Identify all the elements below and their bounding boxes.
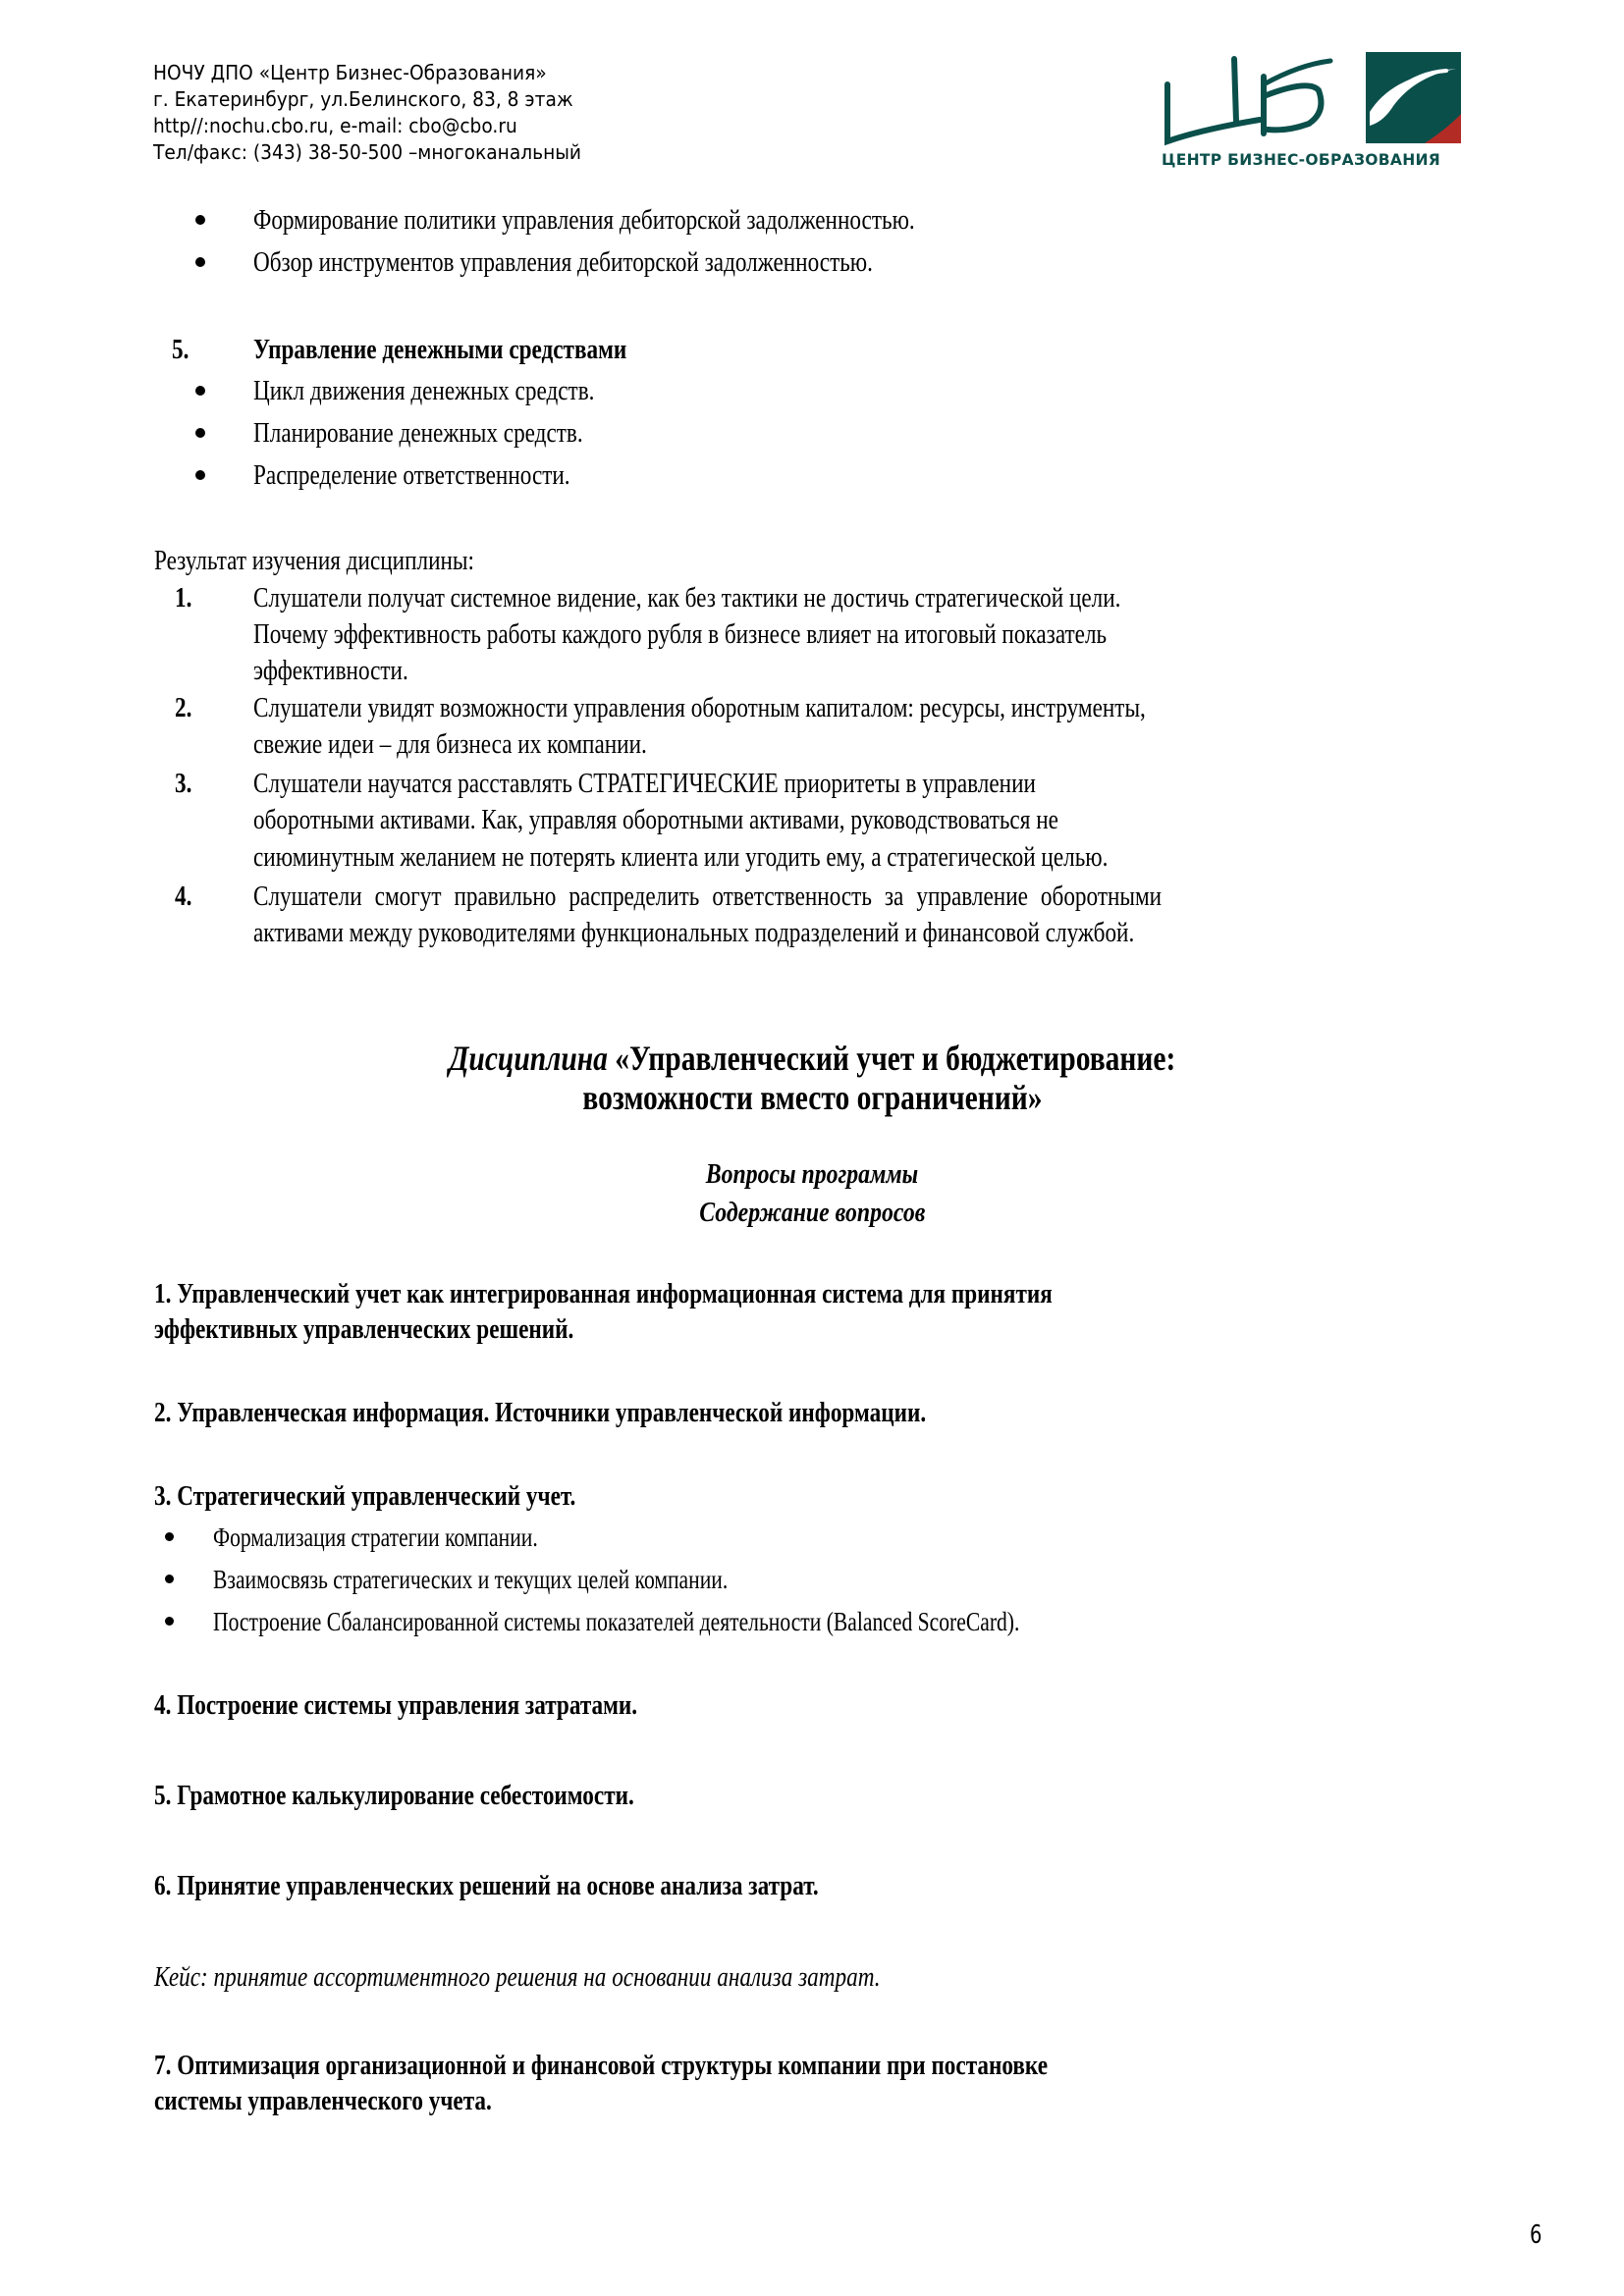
question-item: 1. Управленческий учет как интегрированная информационная система для принятия [154,1278,1053,1309]
discipline-prefix: Дисциплина [448,1039,608,1078]
list-item: Цикл движения денежных средств. [253,375,595,406]
result-line: Почему эффективность работы каждого рубля в бизнесе влияет на итоговый показатель [253,618,1108,650]
result-line: Слушатели научатся расставлять СТРАТЕГИЧЕСКИЕ приоритеты в управлении [253,768,1036,799]
result-line: сиюминутным желанием не потерять клиента или угодить ему, а стратегической целью. [253,841,1109,873]
org-name: НОЧУ ДПО «Центр Бизнес-Образования» [153,61,547,84]
section-title: Управление денежными средствами [253,334,627,365]
question-item: 7. Оптимизация организационной и финансовой структуры компании при постановке [154,2050,1048,2081]
result-number: 3. [175,768,192,799]
discipline-title-line1: «Управленческий учет и бюджетирование: [614,1039,1176,1078]
list-item: Распределение ответственности. [253,459,570,491]
question-item: системы управленческого учета. [154,2085,492,2116]
case-note: Кейс: принятие ассортиментного решения на основании анализа затрат. [154,1961,881,1993]
question-item: 3. Стратегический управленческий учет. [154,1480,576,1512]
result-number: 4. [175,881,192,912]
result-number: 1. [175,582,192,614]
bullet-icon [165,1575,174,1583]
list-item: Взаимосвязь стратегических и текущих целей компании. [213,1565,729,1594]
phone: Тел/факс: (343) 38-50-500 –многоканальный [153,140,582,164]
question-item: эффективных управленческих решений. [154,1313,574,1345]
bullet-icon [195,470,205,480]
logo-caption: ЦЕНТР БИЗНЕС-ОБРАЗОВАНИЯ [1162,150,1441,169]
bullet-icon [195,257,205,267]
question-item: 4. Построение системы управления затратами. [154,1689,638,1721]
question-item: 6. Принятие управленческих решений на основе анализа затрат. [154,1870,819,1901]
list-item: Обзор инструментов управления дебиторской задолженностью. [253,246,873,278]
list-item: Построение Сбалансированной системы показателей деятельности (Balanced ScoreCard). [213,1607,1020,1636]
list-item: Формализация стратегии компании. [213,1522,538,1552]
section-number: 5. [172,334,189,365]
result-line: эффективности. [253,655,408,686]
bullet-icon [195,215,205,225]
bullet-icon [165,1532,174,1541]
result-line: Слушатели смогут правильно распределить ответственность за управление оборотными [253,881,1163,912]
questions-content-label: Содержание вопросов [698,1197,926,1228]
program-questions-label: Вопросы программы [705,1158,919,1190]
results-label: Результат изучения дисциплины: [154,545,474,576]
bullet-icon [165,1617,174,1626]
address: г. Екатеринбург, ул.Белинского, 83, 8 этаж [153,87,573,111]
list-item: Планирование денежных средств. [253,417,583,449]
result-line: активами между руководителями функциональных подразделений и финансовой службой. [253,917,1135,948]
company-logo [1162,51,1462,171]
cbo-logo-icon [1162,51,1462,149]
bullet-icon [195,428,205,438]
question-item: 2. Управленческая информация. Источники управленческой информации. [154,1397,927,1428]
bullet-icon [195,386,205,396]
result-line: Слушатели увидят возможности управления оборотным капиталом: ресурсы, инструменты, [253,692,1146,723]
discipline-title-line2: возможности вместо ограничений» [581,1078,1043,1117]
web-email: http//:nochu.cbo.ru, e-mail: cbo@cbo.ru [153,114,517,137]
question-item: 5. Грамотное калькулирование себестоимости. [154,1780,634,1811]
result-line: Слушатели получат системное видение, как без тактики не достичь стратегической цели. [253,582,1121,614]
result-line: свежие идеи – для бизнеса их компании. [253,728,647,760]
page-number: 6 [1530,2220,1543,2250]
result-number: 2. [175,692,192,723]
list-item: Формирование политики управления дебиторской задолженностью. [253,204,915,236]
result-line: оборотными активами. Как, управляя оборотными активами, руководствоваться не [253,804,1058,835]
